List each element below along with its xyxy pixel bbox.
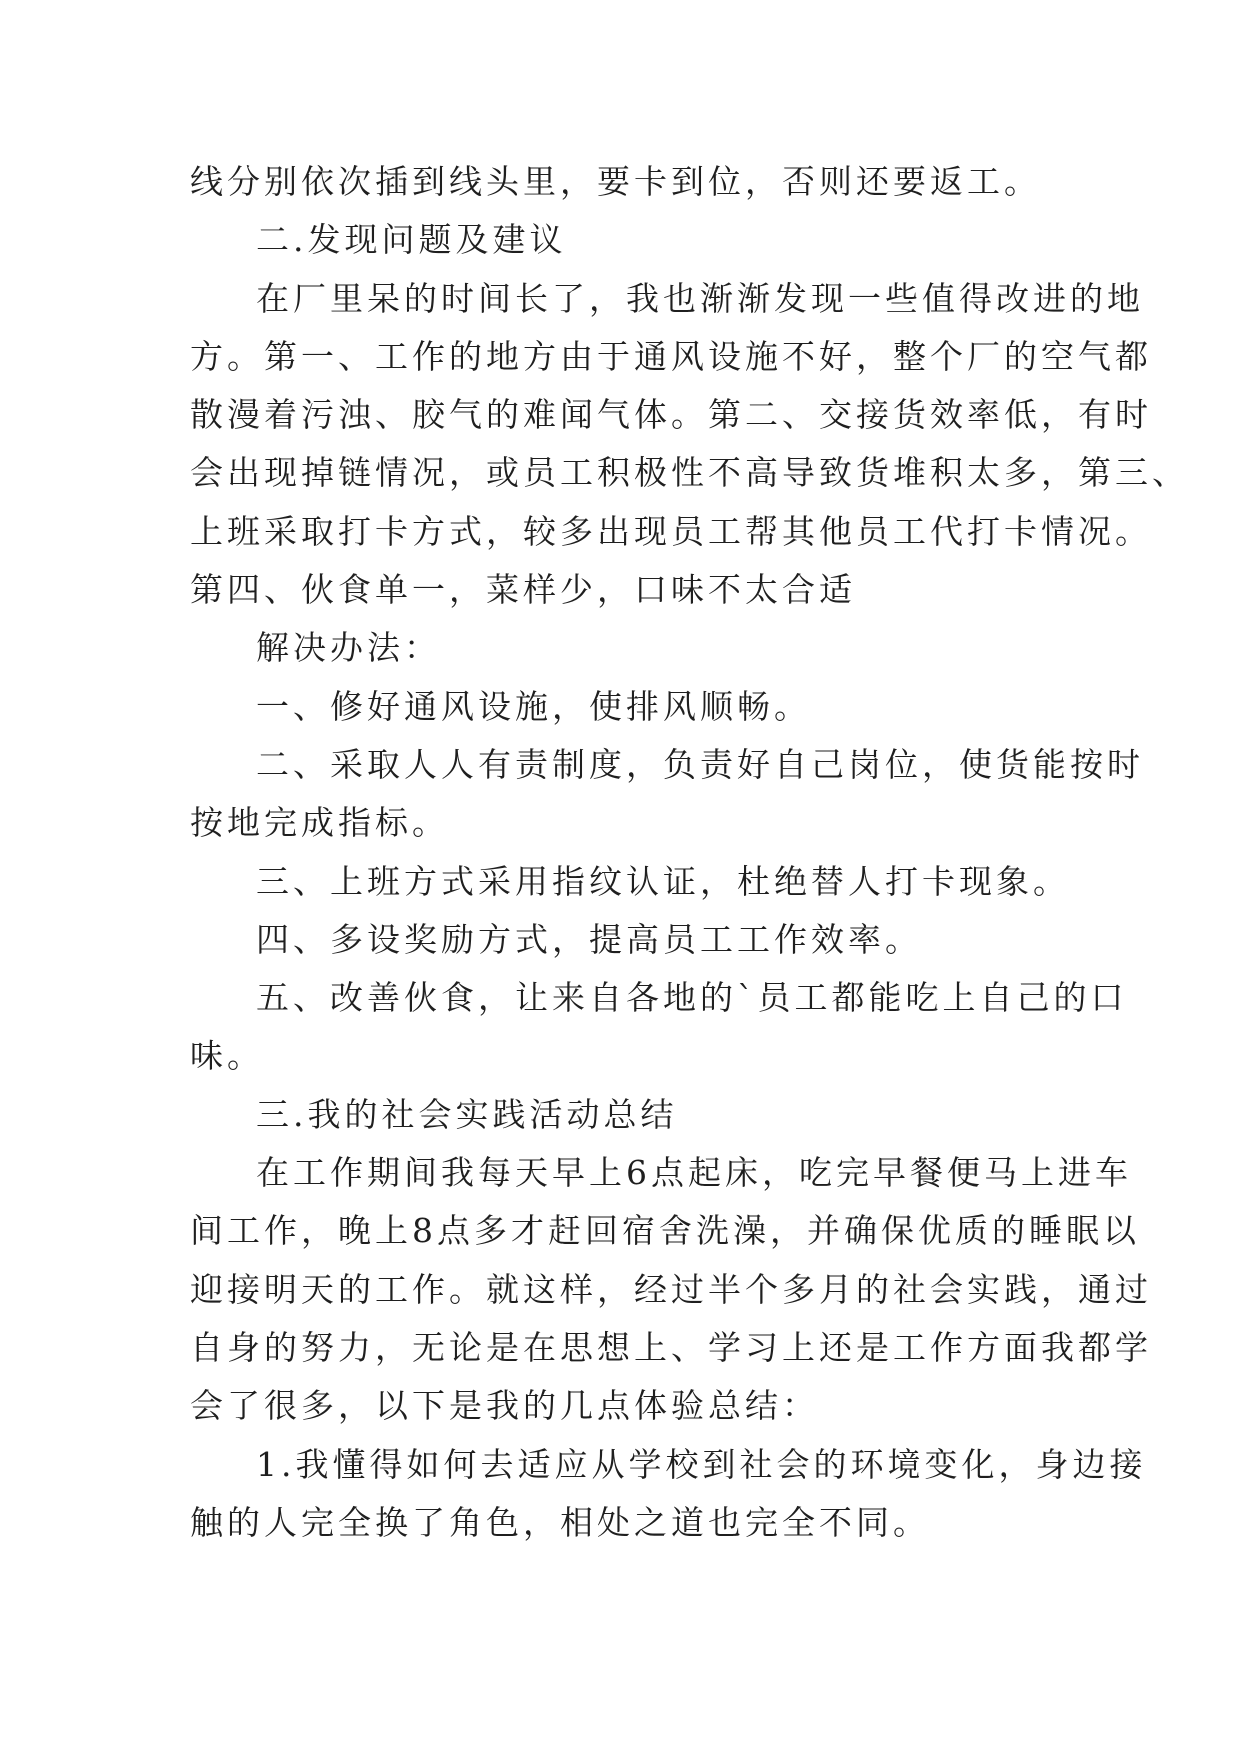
list-item: 二、采取人人有责制度，负责好自己岗位，使货能按时 [256,744,1144,784]
text-line: 间工作，晚上8点多才赶回宿舍洗澡，并确保优质的睡眠以 [190,1211,1140,1251]
text-line: 在厂里呆的时间长了，我也渐渐发现一些值得改进的地 [256,278,1144,318]
list-item: 四、多设奖励方式，提高员工工作效率。 [256,919,922,959]
text-line: 第四、伙食单一，菜样少，口味不太合适 [190,570,856,610]
document-body [190,153,1189,1552]
text-line: 触的人完全换了角色，相处之道也完全不同。 [190,1502,930,1542]
text-line: 散漫着污浊、胶气的难闻气体。第二、交接货效率低，有时 [190,395,1152,435]
list-item: 五、改善伙食，让来自各地的`员工都能吃上自己的口 [256,978,1128,1018]
list-item: 三、上班方式采用指纹认证，杜绝替人打卡现象。 [256,861,1070,901]
text-line: 按地完成指标。 [190,803,449,843]
text-line: 线分别依次插到线头里，要卡到位，否则还要返工。 [190,162,1041,201]
text-line: 在工作期间我每天早上6点起床，吃完早餐便马上进车 [256,1153,1132,1193]
text-line: 上班采取打卡方式，较多出现员工帮其他员工代打卡情况。 [190,511,1152,551]
text-line: 迎接明天的工作。就这样，经过半个多月的社会实践，通过 [190,1269,1152,1309]
text-line: 会了很多，以下是我的几点体验总结： [190,1386,819,1426]
text-line: 会出现掉链情况，或员工积极性不高导致货堆积太多，第三、 [190,453,1189,493]
section-heading: 二.发现问题及建议 [256,220,567,260]
list-item: 一、修好通风设施，使排风顺畅。 [256,686,811,726]
text-line: 方。第一、工作的地方由于通风设施不好，整个厂的空气都 [190,336,1152,376]
section-heading: 三.我的社会实践活动总结 [256,1094,678,1134]
solutions-heading: 解决办法： [256,628,441,668]
text-line: 自身的努力，无论是在思想上、学习上还是工作方面我都学 [190,1327,1152,1367]
list-item: 1.我懂得如何去适应从学校到社会的环境变化，身边接 [256,1444,1147,1484]
text-line: 味。 [190,1036,264,1076]
